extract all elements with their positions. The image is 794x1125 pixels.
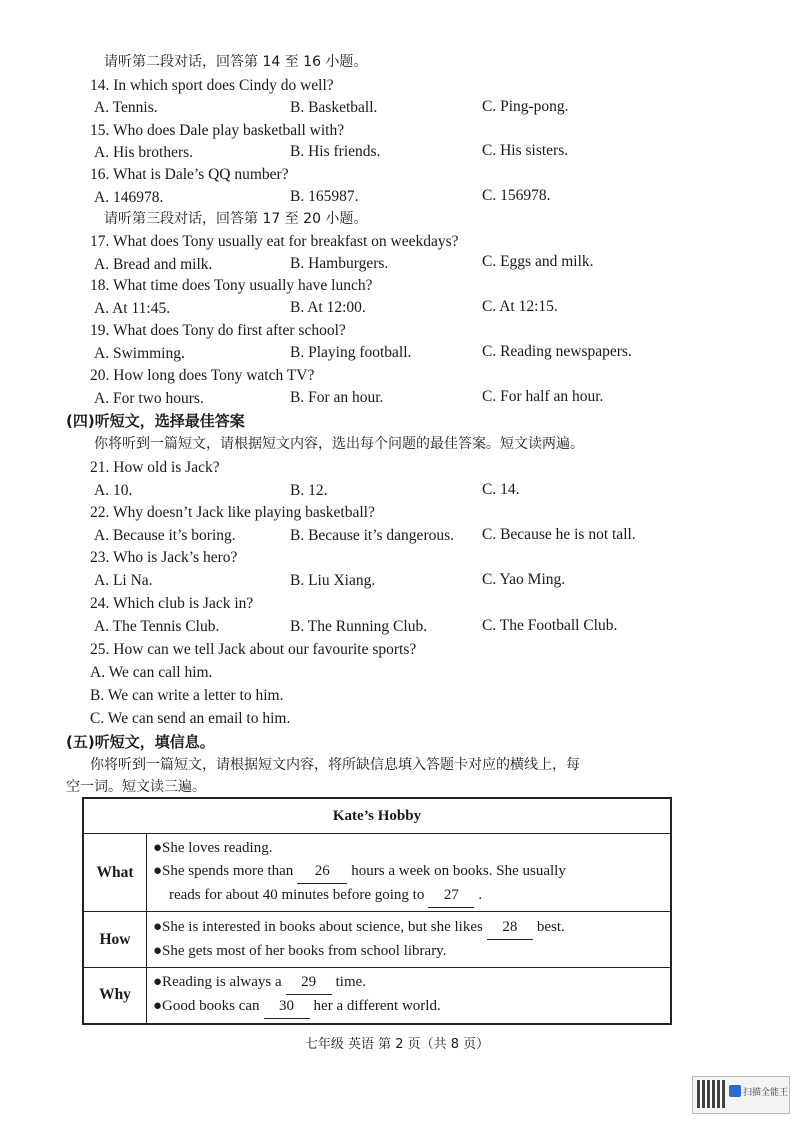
q19-option-b: B. Playing football.	[290, 344, 412, 361]
how-line-1-start: ●She is interested in books about science, but she likes	[153, 919, 483, 935]
question-23: 23. Who is Jack’s hero?	[90, 549, 238, 566]
blank-27: 27	[428, 884, 474, 908]
q21-option-c: C. 14.	[482, 481, 520, 498]
row-content-what	[147, 834, 672, 912]
q24-option-a: A. The Tennis Club.	[94, 618, 220, 635]
what-line-2	[147, 860, 670, 884]
q15-option-a: A. His brothers.	[94, 144, 194, 161]
what-line-2-end: hours a week on books. She usually	[351, 863, 566, 879]
question-20: 20. How long does Tony watch TV?	[90, 367, 315, 384]
section5-instruction-line1: 你将听到一篇短文，请根据短文内容，将所缺信息填入答题卡对应的横线上，每	[90, 757, 580, 773]
q24-option-c: C. The Football Club.	[482, 617, 618, 634]
blank-26: 26	[297, 860, 347, 884]
page-footer: 七年级 英语 第 2 页（共 8 页）	[304, 1037, 490, 1052]
q21-option-b: B. 12.	[290, 482, 328, 499]
q25-option-a: A. We can call him.	[90, 664, 213, 681]
q14-option-c: C. Ping-pong.	[482, 98, 569, 115]
why-line-2-start: ●Good books can	[153, 998, 260, 1015]
q20-option-c: C. For half an hour.	[482, 388, 604, 405]
row-label-why: Why	[83, 968, 147, 1024]
question-24: 24. Which club is Jack in?	[90, 595, 254, 612]
how-line-1-end: best.	[536, 919, 565, 935]
q14-option-a: A. Tennis.	[94, 99, 158, 116]
question-19: 19. What does Tony do first after school?	[90, 322, 346, 339]
what-line-1: ●She loves reading.	[153, 840, 273, 856]
q19-option-a: A. Swimming.	[94, 345, 185, 362]
q18-option-c: C. At 12:15.	[482, 298, 558, 315]
scanner-watermark-text: 扫描全能王	[743, 1088, 789, 1098]
q18-option-a: A. At 11:45.	[94, 300, 171, 317]
q15-option-c: C. His sisters.	[482, 142, 569, 159]
what-line-2-start: ●She spends more than	[153, 863, 294, 879]
what-line-3-end: .	[478, 887, 483, 903]
section5-instruction-line2: 空一词。短文读三遍。	[66, 779, 206, 795]
q23-option-c: C. Yao Ming.	[482, 571, 566, 588]
how-line-2: ●She gets most of her books from school library.	[153, 943, 447, 959]
q20-option-b: B. For an hour.	[290, 389, 384, 406]
q25-option-c: C. We can send an email to him.	[90, 710, 291, 727]
question-15: 15. Who does Dale play basketball with?	[90, 122, 345, 139]
kates-hobby-table	[82, 797, 672, 1025]
q25-option-b: B. We can write a letter to him.	[90, 687, 284, 704]
question-18: 18. What time does Tony usually have lunch?	[90, 277, 373, 294]
scanner-watermark	[692, 1076, 790, 1114]
q20-option-a: A. For two hours.	[94, 390, 204, 407]
question-21: 21. How old is Jack?	[90, 459, 220, 476]
q22-option-b: B. Because it’s dangerous.	[290, 527, 455, 544]
row-content-how	[147, 912, 672, 968]
q16-option-a: A. 146978.	[94, 189, 164, 206]
scanner-logo-icon	[729, 1085, 741, 1097]
q23-option-b: B. Liu Xiang.	[290, 572, 376, 589]
blank-28: 28	[487, 916, 533, 940]
part3-instruction: 请听第三段对话，回答第 17 至 20 小题。	[104, 211, 368, 227]
part2-instruction: 请听第二段对话，回答第 14 至 16 小题。	[104, 54, 368, 70]
why-line-2	[147, 995, 670, 1019]
why-line-1-end: time.	[335, 974, 367, 991]
why-line-1	[147, 971, 670, 995]
row-content-why	[147, 968, 672, 1024]
q16-option-b: B. 165987.	[290, 188, 359, 205]
q18-option-b: B. At 12:00.	[290, 299, 366, 316]
q16-option-c: C. 156978.	[482, 187, 551, 204]
question-16: 16. What is Dale’s QQ number?	[90, 166, 289, 183]
section4-title: (四)听短文，选择最佳答案	[66, 412, 245, 430]
qr-code-icon	[697, 1080, 725, 1108]
q17-option-c: C. Eggs and milk.	[482, 253, 594, 270]
q21-option-a: A. 10.	[94, 482, 133, 499]
why-line-2-end: her a different world.	[313, 998, 441, 1015]
blank-30: 30	[264, 995, 310, 1019]
q22-option-c: C. Because he is not tall.	[482, 526, 636, 543]
q22-option-a: A. Because it’s boring.	[94, 527, 236, 544]
question-17: 17. What does Tony usually eat for breakfast on weekdays?	[90, 233, 459, 250]
q24-option-b: B. The Running Club.	[290, 618, 428, 635]
question-22: 22. Why doesn’t Jack like playing basketball?	[90, 504, 375, 521]
blank-29: 29	[286, 971, 332, 995]
row-label-how: How	[83, 912, 147, 968]
section5-title: (五)听短文，填信息。	[66, 733, 215, 751]
question-14: 14. In which sport does Cindy do well?	[90, 77, 334, 94]
q19-option-c: C. Reading newspapers.	[482, 343, 632, 360]
table-title: Kate’s Hobby	[83, 798, 671, 834]
q17-option-b: B. Hamburgers.	[290, 255, 389, 272]
how-line-1	[147, 916, 670, 940]
q17-option-a: A. Bread and milk.	[94, 256, 213, 273]
what-line-3	[147, 884, 670, 908]
q15-option-b: B. His friends.	[290, 143, 381, 160]
q14-option-b: B. Basketball.	[290, 99, 378, 116]
why-line-1-start: ●Reading is always a	[153, 974, 282, 991]
section4-instruction: 你将听到一篇短文，请根据短文内容，选出每个问题的最佳答案。短文读两遍。	[94, 436, 584, 452]
row-label-what: What	[83, 834, 147, 912]
q23-option-a: A. Li Na.	[94, 572, 153, 589]
question-25: 25. How can we tell Jack about our favourite sports?	[90, 641, 417, 658]
what-line-3-start: reads for about 40 minutes before going to	[169, 887, 425, 903]
